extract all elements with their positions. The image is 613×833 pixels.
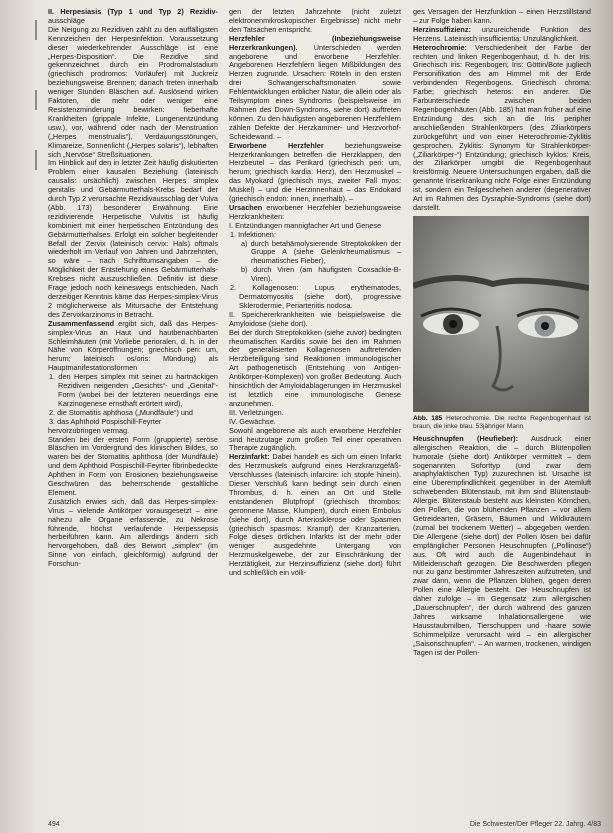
paragraph bbox=[229, 427, 401, 454]
caption-text: Heterochromie. Die rechte Regenbogenhaut ist braun, die linke blau. 53jähriger Mann bbox=[413, 414, 591, 430]
paragraph-heading: Heuschnupfen (Heufieber): bbox=[413, 433, 518, 443]
paragraph-text: ges Versagen der Herzfunktion – einen Herzstillstand – zur Folge haben kann. bbox=[413, 8, 591, 25]
paragraph-text: IV. Gewächse. bbox=[229, 416, 276, 426]
paragraph bbox=[229, 8, 401, 35]
text-column-1 bbox=[48, 8, 218, 808]
paragraph-text: Im Hinblick auf den in letzter Zeit häufig diskutierten Problem einer kausalen Beziehung (lateinisch causalis: ursächlich) zwischen Herpes simplex genitalis und Gebärmutterhals-Krebs bedarf der durch Typ 2 verursachte Rezidivausschlag der Vulva (Abb. 173) besonderer Erwähnung. Eine rezidivierende Herpetische Vulvitis ist häufig kombiniert mit einer herpetischen Entzündung des Gebärmutterhalses. Erfolgt ein solcher begleitender Befall der Zervix (lateinisch cervix: Hals) oftmals wiederholt im Verlauf von Jahren und Jahrzehnten, so wäre – nach Schrifttumsangaben – die Möglichkeit der Entstehung eines Gebärmutterhals-Krebses nicht auszuschließen. Definitiv ist diese Frage jedoch noch keineswegs entschieden. Nach derzeitiger Kenntnis käme das Herpes-simplex-Virus 2 möglicherweise als Mitursache der Entstehung des Zervixkarzinoms in Betracht. bbox=[48, 158, 218, 319]
paragraph-text: Bei der durch Streptokokken (siehe zuvor) bedingten rheumatischen Karditis sowie bei den im Rahmen der generalisierten Kollagenosen auftretenden Herzbeteiligung sind Reaktionen immunologischer Art pathogenetisch (Entstehung von Antigen-Antikörper-Komplexen) von großer Bedeutung. Auch hinsichtlich der Amyloidablagerungen im Herzmuskel ist letztlich eine immunologische Genese anzunehmen. bbox=[229, 327, 401, 408]
paragraph bbox=[229, 35, 401, 142]
paragraph bbox=[48, 498, 218, 569]
paragraph bbox=[229, 284, 401, 311]
paragraph-text: III. Verletzungen. bbox=[229, 407, 284, 417]
paragraph-text: Standen bei der ersten Form (gruppierte) seröse Bläschen im Vordergrund des klinischen Bildes, so waren bei der Stomatitis aphthosa (der Mundfäule) und dem Aphthoid Pospischill-Feyrter fibrinbedeckte Aphthen in Form von Erosionen beziehungsweise Geschwüren das beherrschende gestaltliche Element. bbox=[48, 434, 218, 497]
paragraph bbox=[229, 204, 401, 222]
eye-photo bbox=[413, 216, 589, 412]
paragraph bbox=[48, 8, 218, 26]
figure-caption bbox=[413, 415, 591, 431]
paragraph-text: 2. Kollagenosen: Lupus erythematodes, Dermatomyositis (siehe dort), progressive Sklerodermie, Periarteriitis nodosa. bbox=[230, 283, 401, 310]
paragraph-text: b) durch Viren (am häufigsten Coxsackie-B-Viren). bbox=[241, 265, 401, 284]
journal-source: Die Schwester/Der Pfleger 22. Jahrg. 4/83 bbox=[469, 821, 601, 828]
paragraph-text: Sowohl angeborene als auch erworbene Herzfehler sind heutzutage zum großen Teil einer operativen Therapie zugänglich. bbox=[229, 425, 401, 453]
text-column-3 bbox=[413, 8, 591, 808]
paragraph bbox=[229, 329, 401, 409]
paragraph bbox=[48, 320, 218, 373]
column-3-upper-text bbox=[413, 8, 591, 213]
paragraph-text: II. Speichererkrankheiten wie beispielsweise die Amyloidose (siehe dort). bbox=[229, 309, 401, 328]
paragraph-text: beziehungsweise Herzerkrankungen betreffen die Herzklappen, den Herzbeutel – das Perikard (griechisch peri: um, herum; griechisch kardia: Herz), den Herzmuskel – das Myokard (griechisch mys, zweiter Fall myos: Muskel) – und die Herzinnenhaut – das Endokard (griechisch endon: innen, innerhalb). – bbox=[229, 140, 401, 204]
paragraph-heading: Erworbene Herzfehler bbox=[229, 140, 324, 150]
paragraph bbox=[48, 26, 218, 160]
paragraph bbox=[413, 44, 591, 213]
paragraph-text: Ausdruck einer allergischen Reaktion, die – durch Blütenpollen humorale (siehe dort) Antikörper vermittelt – dem sogenannten Soforttyp (und zwar dem anaphylaktischen Typ) zuzurechnen ist. Ursache ist eine Überempfindlichkeit gegenüber in der Atemluft schwebenden Blütenstaub, mit ihm sind Blütenstaub-Allergie. Blütenstaub besteht aus kleinsten Körnchen, den Pollen, die von blühenden Pflanzen – vor allem Getreidearten, Gräsern, Bäumen und Wildkräutern (zumal bei trockenem Wetter) – abgegeben werden. Die Allergene (siehe dort) der Pollen lösen bei dafür empfänglicher Personen Heuschnupfen („Pollinose“) aus. Oft wird auch die Augenbindehaut in Mitleidenschaft gezogen. Die Beschwerden pflegen nur zu ganz bestimmter Jahreszeiten aufzutreten, und zwar dann, wenn die Pflanzen blühen, gegen deren Pollen eine Allergie besteht. Der Heuschnupfen ist daher zufolge – im Gegensatz zum allergischen „Dauerschnupfen“, der durch während des ganzen Jahres wirksame Inhalationsallergene wie Hausstaubmilben, Tierschuppen und -haare sowie Schimmelpilze verursacht wird – ein allergischer „Saisonschnupfen“. – An warmen, trockenen, windigen Tagen ist der Pollen- bbox=[413, 433, 591, 657]
paragraph-text: ergibt sich, daß das Herpes-simplex-Virus an Haut und hautbenachbarten Schleimhäuten (mit Vorliebe perioralen, d. h. in der Nähe von Körperöffnungen; griechisch peri: um, herum; lateinisch os/oris: Mündung) als Hauptmanifestationsformen bbox=[48, 318, 218, 373]
paragraph-text: hervorzubringen vermag. bbox=[48, 425, 130, 435]
paragraph-heading: Heterochromie: bbox=[413, 42, 467, 52]
paragraph-text: Unterschieden werden angeborene und erworbene Herzfehler. Angeborenen Herzfehlern liegen Mißbildungen des Herzen zugrunde. Ursachen: Röteln in den ersten drei Schwangerschaftsmonaten sowie Fehlentwicklungen erblicher Natur, die allein oder als Teilsymptom eines Syndroms (beispielsweise im Rahmen des Down-Syndroms, siehe dort) auftreten können. Zu den häufigsten angeborenen Herzfehlern zählen Defekte der Herzkammer- und Herzvorhof-Scheidewand. – bbox=[229, 42, 401, 141]
paragraph-heading: Zusammenfassend bbox=[48, 318, 115, 328]
paragraph-heading: Herzinfarkt: bbox=[229, 452, 270, 462]
paragraph bbox=[229, 142, 401, 204]
paragraph bbox=[48, 436, 218, 498]
paragraph-text: ausschläge bbox=[48, 15, 85, 25]
paragraph-text: gen der letzten Jahrzehnte (nicht zuletzt elektronenmikroskopischer Ergebnisse) nicht mehr den Tatsachen entspricht. bbox=[229, 8, 401, 34]
paragraph-text: Verschiedenheit der Farbe der rechten und linken Regenbogenhaut, d. h. der Iris. Griechisch iris: Regenbogen; Iris: Göttin/Bote jugliech Personifikation des am Himmel mit der Erde verbindenden Regenbogens. Griechisch chroma: Farbe; griechisch heteros: ein anderer. Die Farbunterschiede zwischen beiden Regenbogenhäuten (Abb. 185) hat man früher auf eine Entzündung des sich an die Iris peripher anschließenden Strahlenkörpers (des Ziliarkörpers zurückgeführt und von einer Heterochromie-Zyklitis gesprochen. Zyklitis: Synonym für Strahlenkörper- („Ziliarkörper-“) Entzündung; griechisch kyklos: Kreis, der Ziliarkörper umgibt die Regenbogenhaut kreisförmig. Neuere Untersuchungen ergaben, daß die genannte Iriserkrankung nicht Folge einer Entzündung ist, sondern ein Teilgeschehen anderer (degenerativer Art im Rahmen des Dysraphie-Syndroms (siehe dort) darstellt. bbox=[413, 42, 591, 212]
paragraph-text: unzureichende Funktion des Herzens. Lateinisch insufficientia: Unzulänglichkeit. bbox=[413, 24, 591, 43]
paragraph bbox=[229, 453, 401, 578]
margin-marks bbox=[28, 0, 42, 833]
paragraph-heading: Herzinsuffizienz: bbox=[413, 24, 471, 34]
paragraph-text: a) durch betahämolysierende Streptokokken der Gruppe A (siehe Gelenkrheumatismus – rheumatisches Fieber), bbox=[241, 238, 401, 266]
paragraph-text: 3. das Aphthoid Pospischill-Feyrter bbox=[49, 416, 162, 426]
paragraph-heading: Herzfehler (Inbeziehungsweise Herzerkrankungen). bbox=[229, 33, 401, 52]
paragraph bbox=[413, 26, 591, 44]
paragraph-text: Die Neigung zu Rezidiven zählt zu den auffälligsten Kennzeichen der Herpesinfektion. Voraussetzung dieser wiederkehrender Ausschläge ist eine „Herpes-Disposition“. Die Rezidive sind gekennzeichnet durch ein Prodromalstadium (griechisch prodromos: Vorläufer) mit Juckreiz beziehungsweise Brennen; danach treten innerhalb weniger Stunden Bläschen auf. Auslösend wirken Faktoren, die mehr oder weniger eine Resistenzminderung bewirken: fieberhafte Krankheiten (grippale Infekte, Lungenentzündung usw.), vor, während oder nach der Menstruation („Herpes menstrualis“), Verdauungsstörungen, Klimareize, Sonnenlicht („Herpes solaris“), lebhaften sich „Nervöse“ Streßsituationen. bbox=[48, 24, 218, 159]
paragraph-text: 2. die Stomatitis aphthosa („Mundfäule“) und bbox=[49, 407, 193, 417]
paragraph bbox=[48, 373, 218, 409]
paragraph bbox=[229, 311, 401, 329]
paragraph bbox=[413, 8, 591, 26]
paragraph bbox=[48, 159, 218, 319]
paragraph-text: erworbener Herzfehler beziehungsweise Herzkrankheiten: bbox=[229, 202, 401, 221]
paragraph-text: 1. den Herpes simplex mit seiner zu hartnäckigen Rezidiven neigenden „Gesichts“- und „Genital“-Form (wobei bei der letzteren neuerdings eine Karzinogenese ernsthaft erörtert wird), bbox=[49, 372, 218, 408]
paragraph bbox=[413, 435, 591, 658]
paragraph-heading: II. Herpesiasis (Typ 1 und Typ 2) Rezidiv- bbox=[48, 8, 218, 16]
page-number: 494 bbox=[48, 821, 60, 828]
eye-photo-graphic bbox=[413, 216, 589, 412]
paragraph bbox=[229, 240, 401, 267]
column-3-lower-text bbox=[413, 435, 591, 658]
caption-label: Abb. 185 bbox=[413, 414, 443, 422]
paragraph-heading: Ursachen bbox=[229, 202, 263, 212]
paragraph-text: 1. Infektionen: bbox=[230, 229, 276, 239]
paragraph-text: I. Entzündungen mannigfacher Art und Genese bbox=[229, 220, 382, 230]
paragraph-text: Dabei handelt es sich um einen Infarkt des Herzmuskels aufgrund eines Herzkranzgefäß-Verschlusses (lateinisch infarcire: ich stopfe hinein). Dieser Verschluß kann bedingt sein durch einen Thrombus, d. h. einen an Ort und Stelle entstandenen Blutpfropf (griechisch thrombos: geronnene Masse, Klumpen), durch einen Embolus (siehe dort), durch Arteriosklerose oder Spasmen (griechisch spasmos: Krampf) der Kranzarterien. Folge dieses örtlichen Infarkts ist der mehr oder weniger ausgedehnte Untergang von Herzmuskelgewebe, der zur Einschränkung der Herztätigkeit, zur Herzinsuffizienz (siehe dort) führt und schließlich ein völli- bbox=[229, 452, 401, 578]
text-column-2 bbox=[229, 8, 401, 808]
paragraph-text: Zusätzlich erwies sich, daß das Herpes-simplex-Virus – vielende Antikörper vorausgesetzt – eine nahezu alle Organe erfassende, zu Nekrose führende, höchst verlaufende Herpessepsis herbeiführen kann. Am allerdings ändern sich hervorgehoben, daß des Beiwort „simplex“ (im Sinne von einfach, gleichförmig) aufgrund der Forschun- bbox=[48, 496, 218, 569]
paragraph bbox=[229, 266, 401, 284]
margin-marks-graphic bbox=[28, 0, 42, 833]
